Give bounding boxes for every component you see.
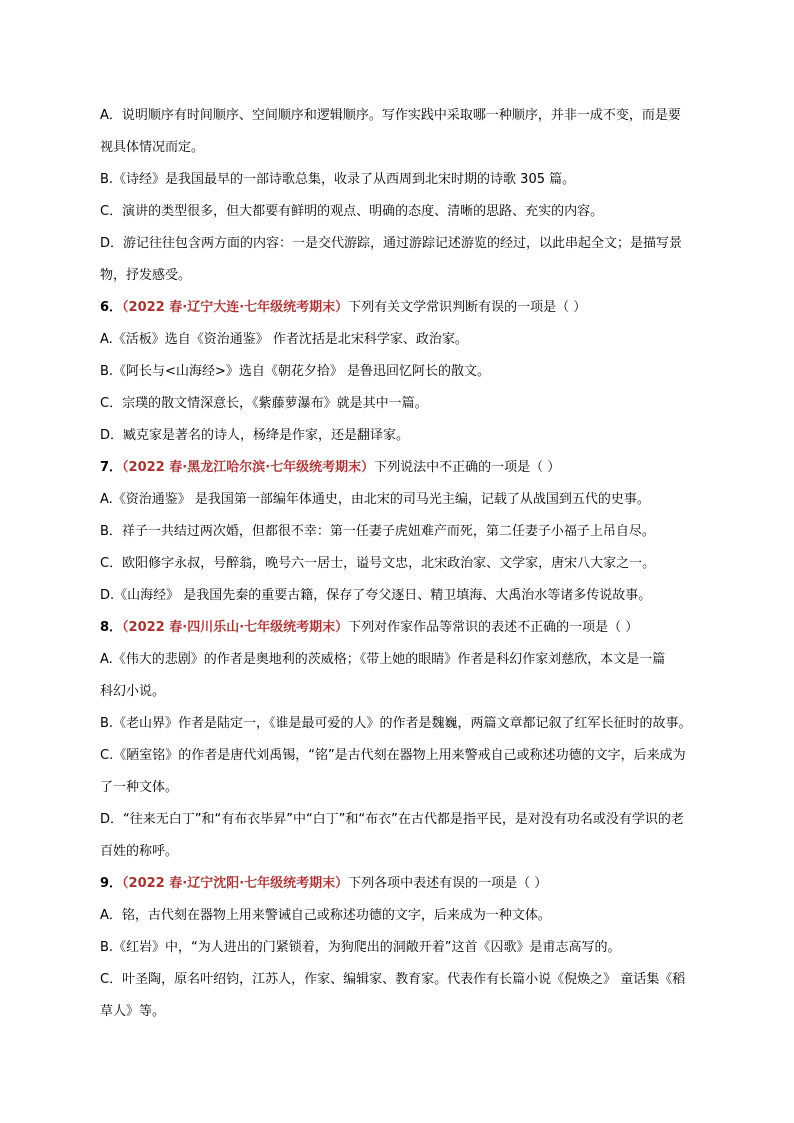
question-source: （2022 春·黑龙江哈尔滨·七年级统考期末） (122, 460, 375, 475)
text-line: C．叶圣陶，原名叶绍钧，江苏人，作家、编辑家、教育家。代表作有长篇小说《倪焕之》 童话集《稻 (100, 972, 686, 987)
text-line: 科幻小说。 (100, 684, 166, 699)
text-line: 百姓的称呼。 (100, 844, 179, 859)
text-line: A．铭，古代刻在器物上用来警诫自己或称述功德的文字，后来成为一种文体。 (100, 908, 551, 923)
text-line: 视具体情况而定。 (100, 140, 205, 155)
document-body (100, 100, 720, 1028)
text-line: C．欧阳修字永叔，号醉翁，晚号六一居士，谥号文忠，北宋政治家、文学家，唐宋八大家之一。 (100, 556, 656, 571)
question-number: 6． (100, 300, 123, 315)
text-line: 物，抒发感受。 (100, 268, 192, 283)
question-stem: 下列有关文学常识判断有误的一项是（ ） (348, 300, 587, 315)
question-source: （2022 春·辽宁大连·七年级统考期末） (122, 300, 349, 315)
text-line: D．游记往往包含两方面的内容：一是交代游踪，通过游踪记述游览的经过，以此串起全文；是描写景 (100, 236, 683, 251)
text-line: C．演讲的类型很多，但大都要有鲜明的观点、明确的态度、清晰的思路、充实的内容。 (100, 204, 604, 219)
text-line: D．臧克家是著名的诗人，杨绛是作家，还是翻译家。 (100, 428, 410, 443)
question-stem: 下列各项中表述有误的一项是（ ） (348, 876, 548, 891)
text-line: C．宗璞的散文情深意长，《紫藤萝瀑布》就是其中一篇。 (100, 396, 428, 411)
text-line: A．说明顺序有时间顺序、空间顺序和逻辑顺序。写作实践中采取哪一种顺序，并非一成不变，而是要 (100, 108, 681, 123)
question-number: 9． (100, 876, 123, 891)
question-heading (100, 612, 720, 644)
question-heading (100, 452, 720, 484)
text-line: 了一种文体。 (100, 780, 179, 795)
question-source: （2022 春·辽宁沈阳·七年级统考期末） (122, 876, 349, 891)
text-line: B.《诗经》是我国最早的一部诗歌总集，收录了从西周到北宋时期的诗歌 305 篇。 (100, 172, 576, 187)
text-line: D.《山海经》 是我国先秦的重要古籍，保存了夸父逐日、精卫填海、大禹治水等诸多传说故事。 (100, 588, 652, 603)
text-line: A.《资治通鉴》 是我国第一部编年体通史，由北宋的司马光主编，记载了从战国到五代的史事。 (100, 492, 650, 507)
question-stem: 下列对作家作品等常识的表述不正确的一项是（ ） (348, 620, 639, 635)
text-line: B．祥子一共结过两次婚，但都很不幸：第一任妻子虎妞难产而死，第二任妻子小福子上吊自尽。 (100, 524, 655, 539)
text-line: A.《活板》选自《资治通鉴》 作者沈括是北宋科学家、政治家。 (100, 332, 468, 347)
question-stem: 下列说法中不正确的一项是（ ） (374, 460, 561, 475)
text-line: 草人》等。 (100, 1004, 166, 1019)
text-line: D．“往来无白丁”和“有布衣毕昇”中“白丁”和“布衣”在古代都是指平民，是对没有功名或没有学识的老 (100, 812, 684, 827)
text-line: A.《伟大的悲剧》的作者是奥地利的茨威格；《带上她的眼睛》作者是科幻作家刘慈欣，本文是一篇 (100, 652, 666, 667)
question-heading (100, 292, 720, 324)
question-number: 7． (100, 460, 123, 475)
text-line: B.《老山界》作者是陆定一，《谁是最可爱的人》的作者是魏巍，两篇文章都记叙了红军长征时的故事。 (100, 716, 692, 731)
question-number: 8． (100, 620, 123, 635)
text-line: B.《红岩》中，“为人进出的门紧锁着，为狗爬出的洞敞开着”这首《囚歌》是甫志高写的。 (100, 940, 621, 955)
text-line: C.《陋室铭》的作者是唐代刘禹锡，“铭”是古代刻在器物上用来警戒自己或称述功德的文字，后来成为 (100, 748, 686, 763)
question-heading (100, 868, 720, 900)
question-source: （2022 春·四川乐山·七年级统考期末） (122, 620, 349, 635)
text-line: B.《阿长与<山海经>》选自《朝花夕拾》 是鲁迅回忆阿长的散文。 (100, 364, 490, 379)
